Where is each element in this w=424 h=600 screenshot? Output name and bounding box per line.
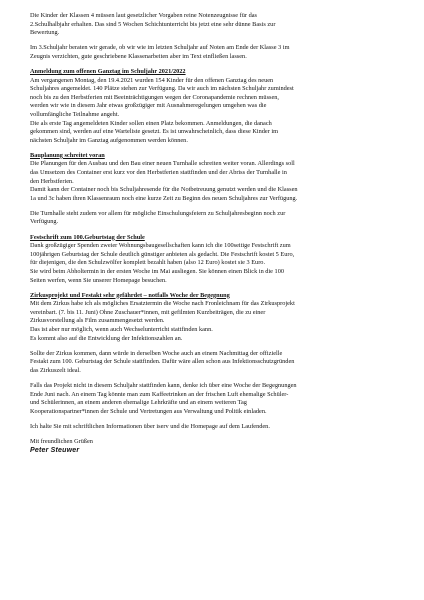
text-line: Zeugnis verzichten, gute geschriebene Klassenarbeiten aber im Text einfließen lassen. [30,52,247,60]
text-line: vollumfängliche Teilnahme angeht. [30,110,120,118]
text-line: und Schülerinnen, an einem anderen ehemalige Lehrkräfte und an einem weiteren Tag [30,399,247,407]
bau-section [30,152,400,204]
text-line: 1a und 3c haben ihren Klassenraum noch eine kurze Zeit zu Beginn des neuen Schuljahres zur Verfügung. [30,194,298,202]
text-line: für diejenigen, die den Schulzwölfer komplett bezahlt haben (also 12 Euro) kostet sie 3 Euro. [30,259,266,267]
zirkus-section [30,292,400,344]
text-line: Schuljahres angemeldet. 140 Plätze stehen zur Verfügung. Da wir auch im nächsten Schuljahr zumindest [30,85,294,93]
text-line: gekommen sind, werden auf eine Warteliste gesetzt. Es ist unwahrscheinlich, dass diese Kinder im [30,128,279,136]
text-line: Die Planungen für den Ausbau und den Bau einer neuen Turnhalle schreiten weiter voran. Allerdings soll [30,160,295,168]
greeting: Mit freundlichen Grüßen [30,437,93,445]
text-line: Dank großzügiger Spenden zweier Wohnungsbaugesellschaften kann ich die 100seitige Festschrift zum [30,242,291,250]
text-line: nächsten Schuljahr im Ganztag aufgenommen werden können. [30,136,188,144]
text-line: das Umsetzen des Container erst kurz vor den Herbstferien stattfinden und der Abriss der Turnhalle in [30,169,287,176]
letter-page [30,12,400,455]
text-line: Falls das Projekt nicht in diesem Schuljahr stattfinden kann, denke ich über eine Woche der Begegnungen [30,381,297,389]
grade3-paragraph [30,44,400,61]
text-line: Zirkusvorstellung als Film zusammengesetzt werden. [30,317,165,325]
text-line: Bewertung. [30,29,60,37]
turnhalle-paragraph [30,210,400,227]
begegnung-paragraph [30,382,400,416]
section-heading: Zirkusprojekt und Festakt sehr gefährdet – notfalls Woche der Begegnung [30,291,230,299]
text-line: Sollte der Zirkus kommen, dann würde in derselben Woche auch an einem Nachmittag der offizielle [30,349,283,357]
text-line: Die als erste Tag angemeldeten Kinder sollen einen Platz bekommen. Anmeldungen, die danach [30,119,272,127]
text-line: Ende Juni nach. An einem Tag könnte man zum Kaffeetrinken an der frischen Luft ehemalige Schüler- [30,390,289,398]
festschrift-section [30,234,400,286]
text-line: Die Kinder der Klassen 4 müssen laut gesetzlicher Vorgaben reine Notenzeugnisse für das [30,12,257,19]
text-line: Verfügung. [30,218,59,226]
section-heading: Festschrift zum 100.Geburtstag der Schule [30,233,145,241]
text-line: 100jährigen Geburtstag der Schule deutlich günstiger anbieten als gedacht. Die Festschrift kostet 5 Euro, [30,250,295,258]
text-line: den Herbstferien. [30,177,74,185]
text-line: Mit dem Zirkus habe ich als mögliches Ersatztermin die Woche nach Fronleichnam für das Zirkusprojekt [30,300,295,308]
text-line: Das ist aber nur möglich, wenn auch Wechselunterricht stattfinden kann. [30,326,213,333]
text-line: das Zirkuszelt ideal. [30,366,81,374]
text-line: Die Turnhalle steht zudem vor allem für mögliche Einschulungsfeiern zu Schuljahresbeginn noch zur [30,209,286,217]
text-line: Im 3.Schuljahr beraten wir gerade, ob wir wie im letzten Schuljahr auf Noten am Ende der Klasse 3 im [30,44,290,52]
section-heading: Bauplanung schreitet voran [30,151,105,159]
text-line: Festakt zum 100. Geburtstag der Schule stattfinden. Dafür wäre allen schon aus Infektionsschutzgründen [30,358,295,366]
intro-paragraph [30,12,400,38]
text-line: Damit kann der Container noch bis Schuljahresende für die Notbetreuung genutzt werden und die Klassen [30,186,298,194]
section-heading: Anmeldung zum offenen Ganztag im Schuljahr 2021/2022 [30,67,186,75]
closing-paragraph [30,423,400,432]
text-line: Kooperationspartner*innen der Schule und Vertretungen aus Verwaltung und Politik einladen. [30,407,267,415]
signature: Peter Steuwer [30,446,80,454]
text-line: Am vergangenen Montag, den 19.4.2021 wurden 154 Kinder für den offenen Ganztag des neuen [30,76,274,84]
text-line: Sie wird beim Abholtermin in der ersten Woche im Mai ausliegen. Sie können einen Blick in die 100 [30,267,284,275]
text-line: werden wir wie in diesem Jahr etwas großzügiger mit Ausnahmeregelungen umgehen was die [30,102,267,110]
text-line: vereinbart. (7. bis 11. Juni) Ohne Zuschauer*innen, mit gefilmten Kurzbeiträgen, die zu einer [30,308,266,316]
text-line: 2.Schulhalbjahr erhalten. Das sind 5 Wochen Schichtunterricht bis jetzt eine sehr dünne Basis zur [30,20,276,28]
text-line: Ich halte Sie mit schriftlichen Informationen über iserv und die Homepage auf dem Laufenden. [30,422,270,430]
text-line: Seiten werfen, wenn Sie unserer Homepage besuchen. [30,276,167,284]
festakt-paragraph [30,350,400,376]
ganztag-section [30,68,400,145]
text-line: noch bis zu den Herbstferien mit Beeinträchtigungen wegen der Coronapandemie rechnen müssen, [30,93,279,101]
text-line: Es kommt also auf die Entwicklung der Infektionszahlen an. [30,334,183,342]
